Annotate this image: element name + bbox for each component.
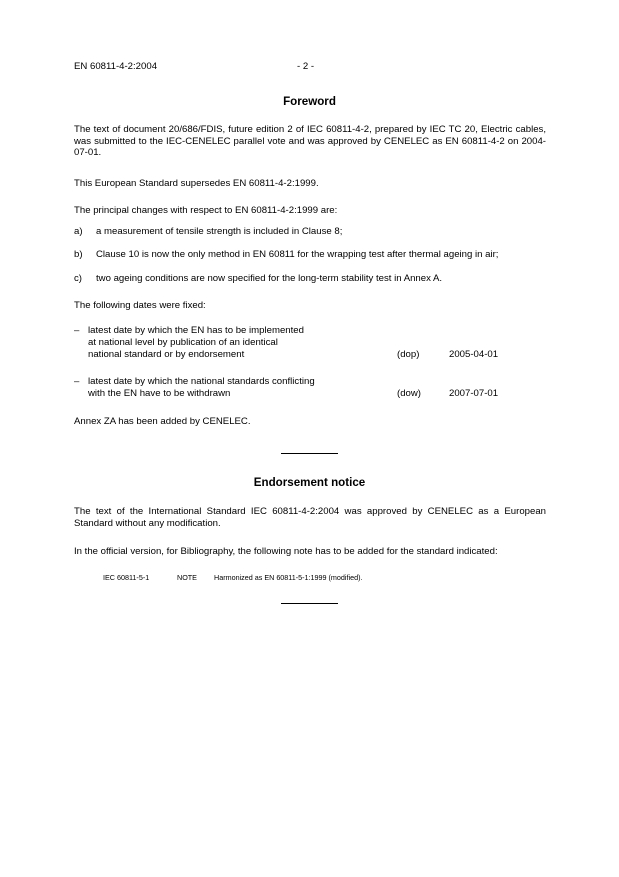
date-code: (dow): [397, 388, 421, 399]
foreword-paragraph-1: The text of document 20/686/FDIS, future edition 2 of IEC 60811-4-2, prepared by IEC TC 20, Electric cables, was submitted to the IEC-CENELEC parallel vote and was approved by CENELEC as EN 60811-4-2 on 2004-07-01.: [74, 124, 546, 158]
endorsement-title: Endorsement notice: [253, 476, 366, 489]
date-entry-line: with the EN have to be withdrawn: [88, 388, 231, 399]
note-label: NOTE: [177, 573, 197, 582]
list-marker: b): [74, 249, 83, 260]
foreword-paragraph-3: The principal changes with respect to EN 60811-4-2:1999 are:: [74, 205, 338, 216]
list-text: a measurement of tensile strength is included in Clause 8;: [96, 226, 343, 237]
date-value: 2007-07-01: [449, 388, 499, 399]
date-value: 2005-04-01: [449, 349, 499, 360]
document-id: EN 60811-4-2:2004: [74, 61, 158, 72]
foreword-title: Foreword: [283, 95, 336, 108]
dash-marker: –: [74, 376, 80, 387]
list-marker: c): [74, 273, 82, 284]
section-divider: [281, 453, 338, 454]
end-divider: [281, 603, 338, 604]
note-standard: IEC 60811-5-1: [103, 573, 150, 582]
date-entry-line: latest date by which the EN has to be implemented: [88, 325, 304, 336]
page-number: - 2 -: [297, 61, 315, 72]
date-entry-line: national standard or by endorsement: [88, 349, 245, 360]
list-text: Clause 10 is now the only method in EN 60811 for the wrapping test after thermal ageing in air;: [96, 249, 499, 260]
list-marker: a): [74, 226, 83, 237]
annex-note: Annex ZA has been added by CENELEC.: [74, 416, 251, 427]
foreword-paragraph-2: This European Standard supersedes EN 60811-4-2:1999.: [74, 178, 319, 189]
date-code: (dop): [397, 349, 420, 360]
note-text: Harmonized as EN 60811-5-1:1999 (modified).: [214, 573, 363, 582]
dates-intro: The following dates were fixed:: [74, 300, 206, 311]
endorsement-paragraph-2: In the official version, for Bibliography, the following note has to be added for the standard indicated:: [74, 546, 498, 557]
list-text: two ageing conditions are now specified for the long-term stability test in Annex A.: [96, 273, 443, 284]
endorsement-paragraph-1: The text of the International Standard IEC 60811-4-2:2004 was approved by CENELEC as a European Standard without any modification.: [74, 506, 546, 529]
date-entry-line: at national level by publication of an identical: [88, 337, 278, 348]
date-entry-line: latest date by which the national standards conflicting: [88, 376, 315, 387]
dash-marker: –: [74, 325, 80, 336]
